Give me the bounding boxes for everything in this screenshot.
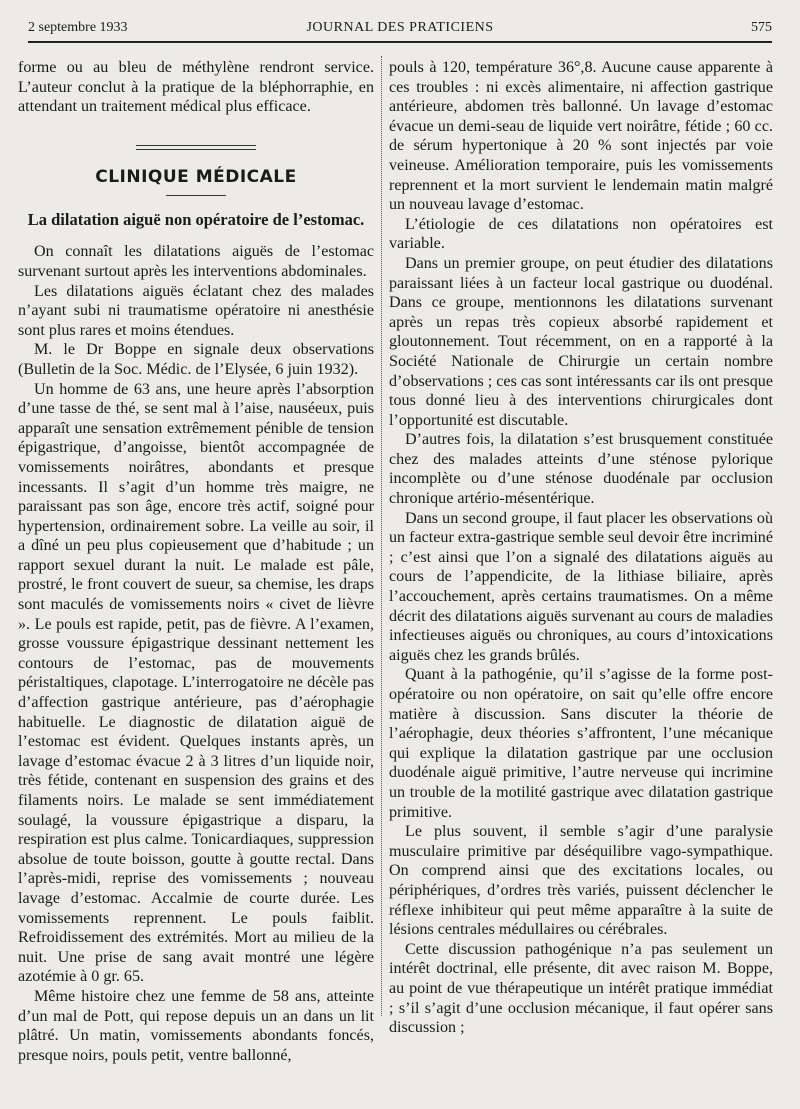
paragraph: pouls à 120, température 36°,8. Aucune cause apparente à ces troubles : ni excès alimentaire, ni affection gastrique antérieure, abdomen très ballonné. Un lavage d’estomac évacue un demi-seau de liquide vert noirâtre, fétide ; 60 cc. de sérum hypertonique à 20 % sont injectés par voie veineuse. Amélioration temporaire, puis les vomissements reprennent et la mort survient le lendemain matin malgré un nouveau lavage d’estomac. xyxy=(389,59,773,214)
header-rule xyxy=(28,41,772,43)
paragraph: Quant à la pathogénie, qu’il s’agisse de la forme post-opératoire ou non opératoire, on sait qu’elle offre encore matière à discussion. Sans discuter la théorie de l’aérophagie, deux théories s’affrontent, l’une mécanique qui explique la dilatation gastrique par une occlusion duodénale aiguë primitive, l’autre nerveuse qui incrimine un trouble de la motilité gastrique avec dilatation gastrique primitive. xyxy=(389,666,773,821)
section-underline xyxy=(166,195,226,196)
issue-date: 2 septembre 1933 xyxy=(28,20,128,35)
intro-paragraph: forme ou au bleu de méthylène rendront service. L’auteur conclut à la pratique de la bléphorraphie, en attendant un traitement médical plus efficace. xyxy=(18,59,374,116)
column-divider xyxy=(381,56,382,1016)
right-column xyxy=(389,58,773,1038)
paragraph: Le plus souvent, il semble s’agir d’une paralysie musculaire primitive par déséquilibre vago-sympathique. On comprend ainsi que des excitations locales, ou périphériques, d’ordres très variés, puissent déclencher le réflexe inhibiteur qui peut même apparaître à la suite de lésions centrales médullaires ou cérébrales. xyxy=(389,823,773,939)
paragraph: D’autres fois, la dilatation s’est brusquement constituée chez des malades atteints d’une sténose pylorique incomplète ou d’une sténose duodénale par occlusion chronique artério-mésentérique. xyxy=(389,431,773,508)
paragraph: Même histoire chez une femme de 58 ans, atteinte d’un mal de Pott, qui repose depuis un an dans un lit plâtré. Un matin, vomissements abondants foncés, presque noirs, pouls petit, ventre ballonné, xyxy=(18,987,374,1064)
page-header xyxy=(28,18,772,40)
paragraph: M. le Dr Boppe en signale deux observations (Bulletin de la Soc. Médic. de l’Elysée, 6 juin 1932). xyxy=(18,341,374,378)
article-title: La dilatation aiguë non opératoire de l’estomac. xyxy=(27,210,365,230)
paragraph: Dans un second groupe, il faut placer les observations où un facteur extra-gastrique semble seul devoir être incriminé ; c’est ainsi que l’on a signalé des dilatations aiguës au cours de l’appendicite, de la lithiase biliaire, après l’accouchement, après certains traumatismes. On a même décrit des dilatations aiguës survenant au cours de maladies infectieuses aiguës ou chroniques, au cours d’intoxications aiguës chez les grands brûlés. xyxy=(389,509,773,664)
paragraph: Les dilatations aiguës éclatant chez des malades n’ayant subi ni traumatisme opératoire ni anesthésie sont plus rares et moins étendues. xyxy=(18,282,374,339)
section-rule xyxy=(136,145,256,150)
paragraph: Un homme de 63 ans, une heure après l’absorption d’une tasse de thé, se sent mal à l’aise, nauséeux, puis apparaît une sensation extrêmement pénible de tension épigastrique, d’angoisse, bientôt accompagnée de vomissements noirâtres, abondants et presque incessants. Il s’agit d’un homme très maigre, ne paraissant pas son âge, encore très actif, soigné pour hypertension, ordinairement sobre. La veille au soir, il a dîné un peu plus copieusement que d’habitude ; un rapport sexuel durant la nuit. Le malade est pâle, prostré, le front couvert de sueur, sa chemise, les draps sont maculés de vomissements noirs « civet de lièvre ». Le pouls est rapide, petit, pas de fièvre. A l’examen, grosse voussure épigastrique dessinant nettement les contours de l’estomac, pas de mouvements péristaltiques, clapotage. L’interrogatoire ne décèle pas d’affection gastrique antérieure, pas d’aérophagie habituelle. Le diagnostic de dilatation aiguë de l’estomac est évident. Quelques instants après, un lavage d’estomac évacue 2 à 3 litres d’un liquide noir, très fétide, contenant en suspension des grains et des filaments noirs. Le malade se sent immédiatement soulagé, la voussure épigastrique a disparu, la respiration est plus calme. Tonicardiaques, suppression absolue de toute boisson, goutte à goutte rectal. Dans l’après-midi, reprise des vomissements ; nouveau lavage d’estomac. Accalmie de courte durée. Les vomissements reprennent. Le pouls faiblit. Refroidissement des extrémités. Mort au milieu de la nuit. Une prise de sang avait montré une légère azotémie à 0 gr. 65. xyxy=(18,380,374,986)
paragraph: Dans un premier groupe, on peut étudier des dilatations paraissant liées à un facteur local gastrique ou duodénal. Dans ce groupe, mentionnons les dilatations survenant après un repas très copieux absorbé rapidement et gloutonnement. Tout récemment, on en a rapporté à la Société Nationale de Chirurgie un certain nombre d’observations ; ces cas sont intéressants car ils ont presque tous donné lieu à des interventions chirurgicales dont l’opportunité est discutable. xyxy=(389,254,773,429)
paragraph: L’étiologie de ces dilatations non opératoires est variable. xyxy=(389,215,773,253)
left-column xyxy=(18,58,374,1065)
section-title: CLINIQUE MÉDICALE xyxy=(95,166,297,187)
journal-title: JOURNAL DES PRATICIENS xyxy=(306,20,494,35)
paragraph: On connaît les dilatations aiguës de l’estomac survenant surtout après les interventions abdominales. xyxy=(18,243,374,280)
page-number: 575 xyxy=(751,20,772,35)
paragraph: Cette discussion pathogénique n’a pas seulement un intérêt doctrinal, elle présente, dit avec raison M. Boppe, au point de vue thérapeutique un intérêt pratique immédiat ; s’il s’agit d’une occlusion mécanique, il faut opérer sans discussion ; xyxy=(389,940,773,1037)
